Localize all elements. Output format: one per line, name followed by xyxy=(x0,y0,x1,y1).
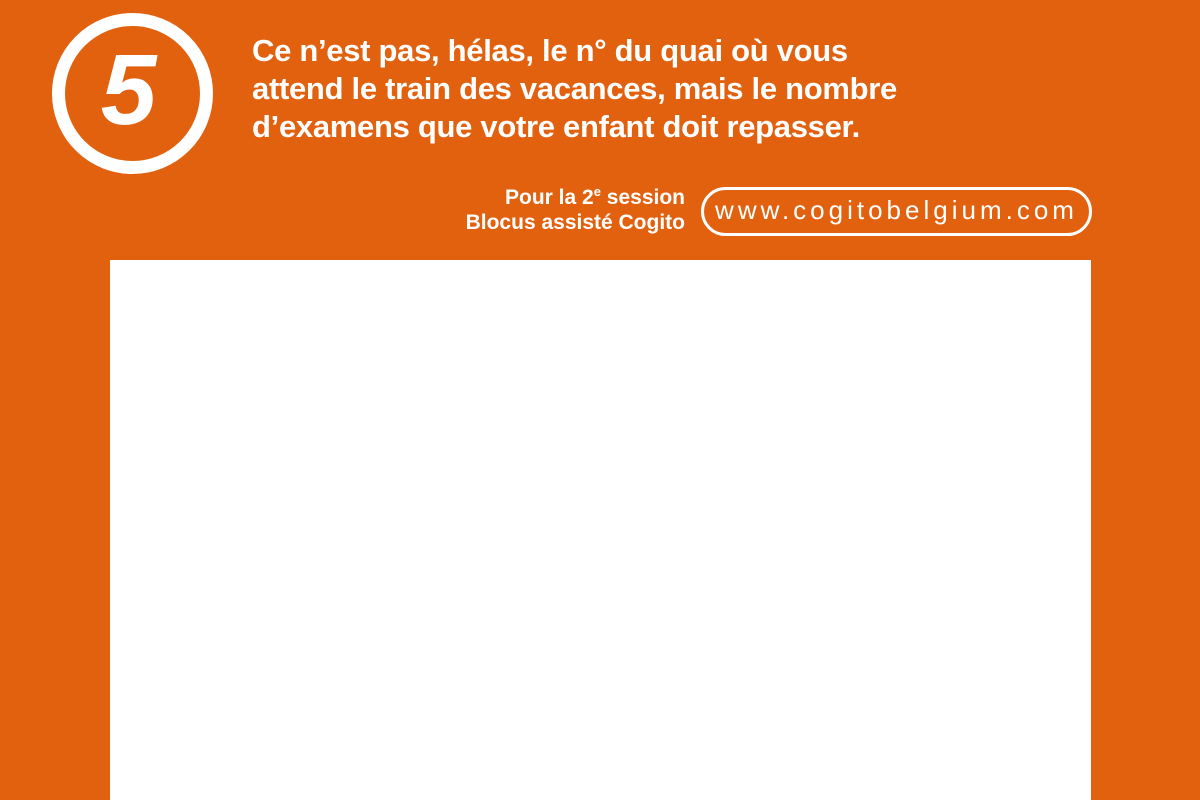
headline-line-2: attend le train des vacances, mais le nombre xyxy=(252,71,897,106)
session-note xyxy=(466,185,685,235)
website-url-label: www.cogitobelgium.com xyxy=(715,195,1078,225)
session-note-line1-superscript: e xyxy=(593,184,601,199)
headline xyxy=(252,32,897,146)
badge-number: 5 xyxy=(100,33,157,146)
number-badge-circle xyxy=(52,13,213,174)
photo-placeholder xyxy=(110,260,1091,800)
session-note-line-2: Blocus assisté Cogito xyxy=(465,211,685,234)
session-note-line1-prefix: Pour la 2 xyxy=(505,186,594,209)
session-note-line1-suffix: session xyxy=(600,186,685,209)
headline-line-3: d’examens que votre enfant doit repasser. xyxy=(252,109,860,144)
website-url-button[interactable] xyxy=(701,187,1092,236)
session-note-line-1 xyxy=(466,185,685,210)
headline-line-1: Ce n’est pas, hélas, le n° du quai où vous xyxy=(252,33,848,68)
